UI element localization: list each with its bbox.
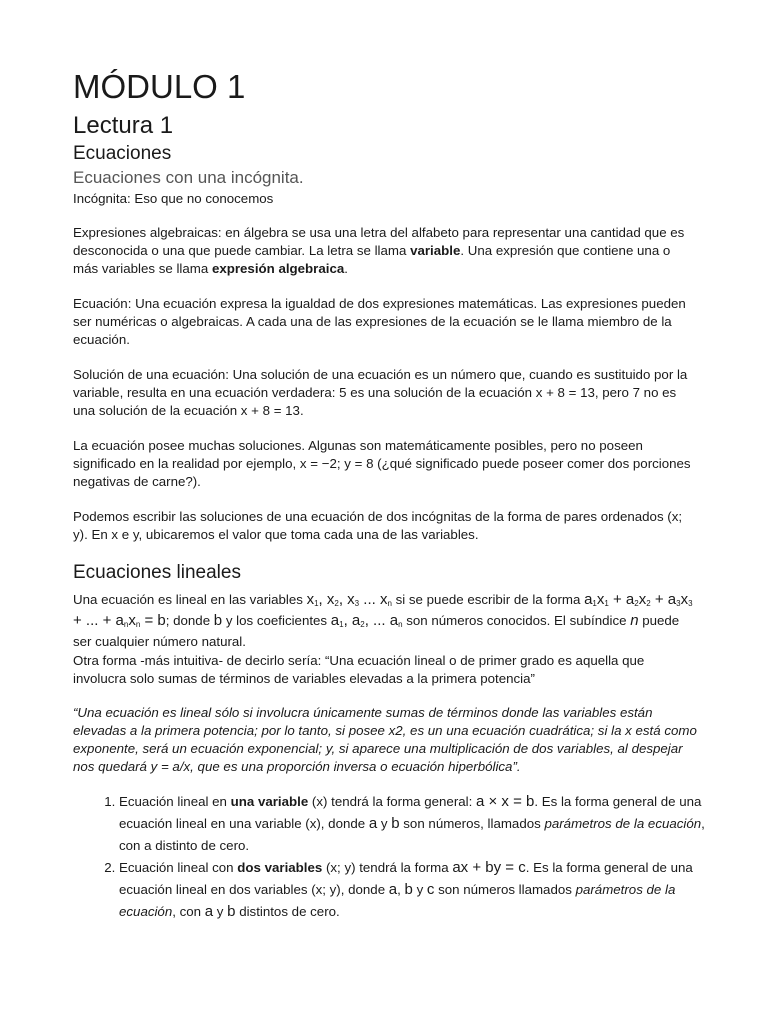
var: b [404, 881, 413, 898]
list-item [119, 791, 706, 857]
text: . Es la forma general de una ecuación lineal en dos variables (x; y), donde [119, 860, 693, 897]
section-subtitle: Ecuaciones con una incógnita. [73, 168, 304, 187]
linear-form-formula: $a_1x_1 + a_2x_2 + a_3x_3$ + ... + $a_nx_n = b$ [73, 591, 693, 629]
paragraph-pares: Podemos escribir las soluciones de una ecuación de dos incógnitas de la forma de pares ordenados (x; y). En x e y, ubicaremos el valor que toma cada una de las variables. [73, 509, 683, 542]
quote-paragraph: “Una ecuación es lineal sólo si involucra únicamente sumas de términos donde las variables están elevadas a la primera potencia; por lo tanto, si posee x2, es un una ecuación cuadrática; si la x está como exponente, será un ecuación exponencial; y, si aparece una multiplicación de dos variables, al despejar nos quedará y = a/x, que es una proporción inversa o ecuación hiperbólica”. [73, 705, 697, 774]
incognita-definition: Incógnita: Eso que no conocemos [73, 191, 274, 206]
var: a [204, 903, 214, 920]
bold-text: dos variables [237, 860, 323, 875]
numbered-list [73, 791, 706, 923]
var: a [368, 815, 378, 832]
lineales-heading: Ecuaciones lineales [73, 562, 241, 583]
bold-variable: variable [410, 243, 461, 258]
section-heading: Ecuaciones [73, 143, 172, 164]
coefficients-formula: $a_1$, $a_2$, ... $a_n$ [330, 612, 403, 629]
text: y los coeficientes [222, 613, 331, 628]
italic-text: parámetros de la ecuación [544, 816, 702, 831]
paragraph-ecuacion: Ecuación: Una ecuación expresa la igualdad de dos expresiones matemáticas. Las expresiones pueden ser numéricas o algebraicas. A cada una de las expresiones de la ecuación se le llama miembro de la ecuación. [73, 296, 686, 347]
text: y [412, 882, 427, 897]
text: Ecuación lineal con [119, 860, 238, 875]
paragraph-expresiones [73, 224, 698, 278]
text: si se puede escribir de la forma [391, 592, 585, 607]
var: c [426, 881, 435, 898]
text: , con [172, 904, 205, 919]
italic-text: parámetros de la ecuación [119, 882, 676, 919]
var: b [227, 903, 236, 920]
module-title: MÓDULO 1 [73, 68, 246, 105]
paragraph-soluciones: La ecuación posee muchas soluciones. Algunas son matemáticamente posibles, pero no poseen significado en la realidad por ejemplo, x = −2; y = 8 (¿qué significado puede poseer comer dos porciones negativas de carne?). [73, 438, 691, 489]
list-item [119, 857, 706, 923]
formula: ax + by = c [452, 859, 526, 876]
text: Expresiones algebraicas: en álgebra se usa una letra del alfabeto para representar una cantidad que es desconocida o una que puede cambiar. La letra se llama [73, 225, 685, 258]
text: son números llamados [434, 882, 576, 897]
text: y [213, 904, 228, 919]
text: son números, llamados [399, 816, 545, 831]
text: y [377, 816, 392, 831]
text: son números conocidos. El subíndice [402, 613, 631, 628]
text: . Es la forma general de una ecuación lineal en una variable (x), donde [119, 794, 702, 831]
paragraph-solucion: Solución de una ecuación: Una solución de una ecuación es un número que, cuando es sustituido por la variable, resulta en una ecuación verdadera: 5 es una solución de la ecuación x + 8 = 13, pero 7 no es una solución de la ecuación x + 8 = 13. [73, 367, 688, 418]
text: puede ser cualquier número natural. [73, 613, 680, 649]
var-n: n [630, 612, 639, 629]
text: . Una expresión que contiene una o más variables se llama [73, 243, 671, 276]
var: a [388, 881, 398, 898]
text: . [344, 261, 348, 276]
formula: a × x = b [476, 793, 535, 810]
bold-expresion: expresión algebraica [211, 261, 345, 276]
text: , con a distinto de cero. [119, 816, 705, 853]
text: (x) tendrá la forma general: [308, 794, 476, 809]
text: ; donde [165, 613, 214, 628]
paragraph-lineal [73, 589, 698, 688]
text: distintos de cero. [235, 904, 340, 919]
text: (x; y) tendrá la forma [322, 860, 453, 875]
text: , [397, 882, 405, 897]
variables-formula: $x_1$, $x_2$, $x_3$ ... $x_n$ [306, 591, 392, 608]
var: b [391, 815, 400, 832]
lecture-heading: Lectura 1 [73, 112, 174, 139]
var-b: b [213, 612, 223, 629]
bold-text: una variable [230, 794, 309, 809]
text: Una ecuación es lineal en las variables [73, 592, 307, 607]
paragraph-otra-forma: Otra forma -más intuitiva- de decirlo sería: “Una ecuación lineal o de primer grado es aquella que involucra solo sumas de términos de variables elevadas a la primera potencia” [73, 653, 645, 686]
text: Ecuación lineal en [119, 794, 231, 809]
